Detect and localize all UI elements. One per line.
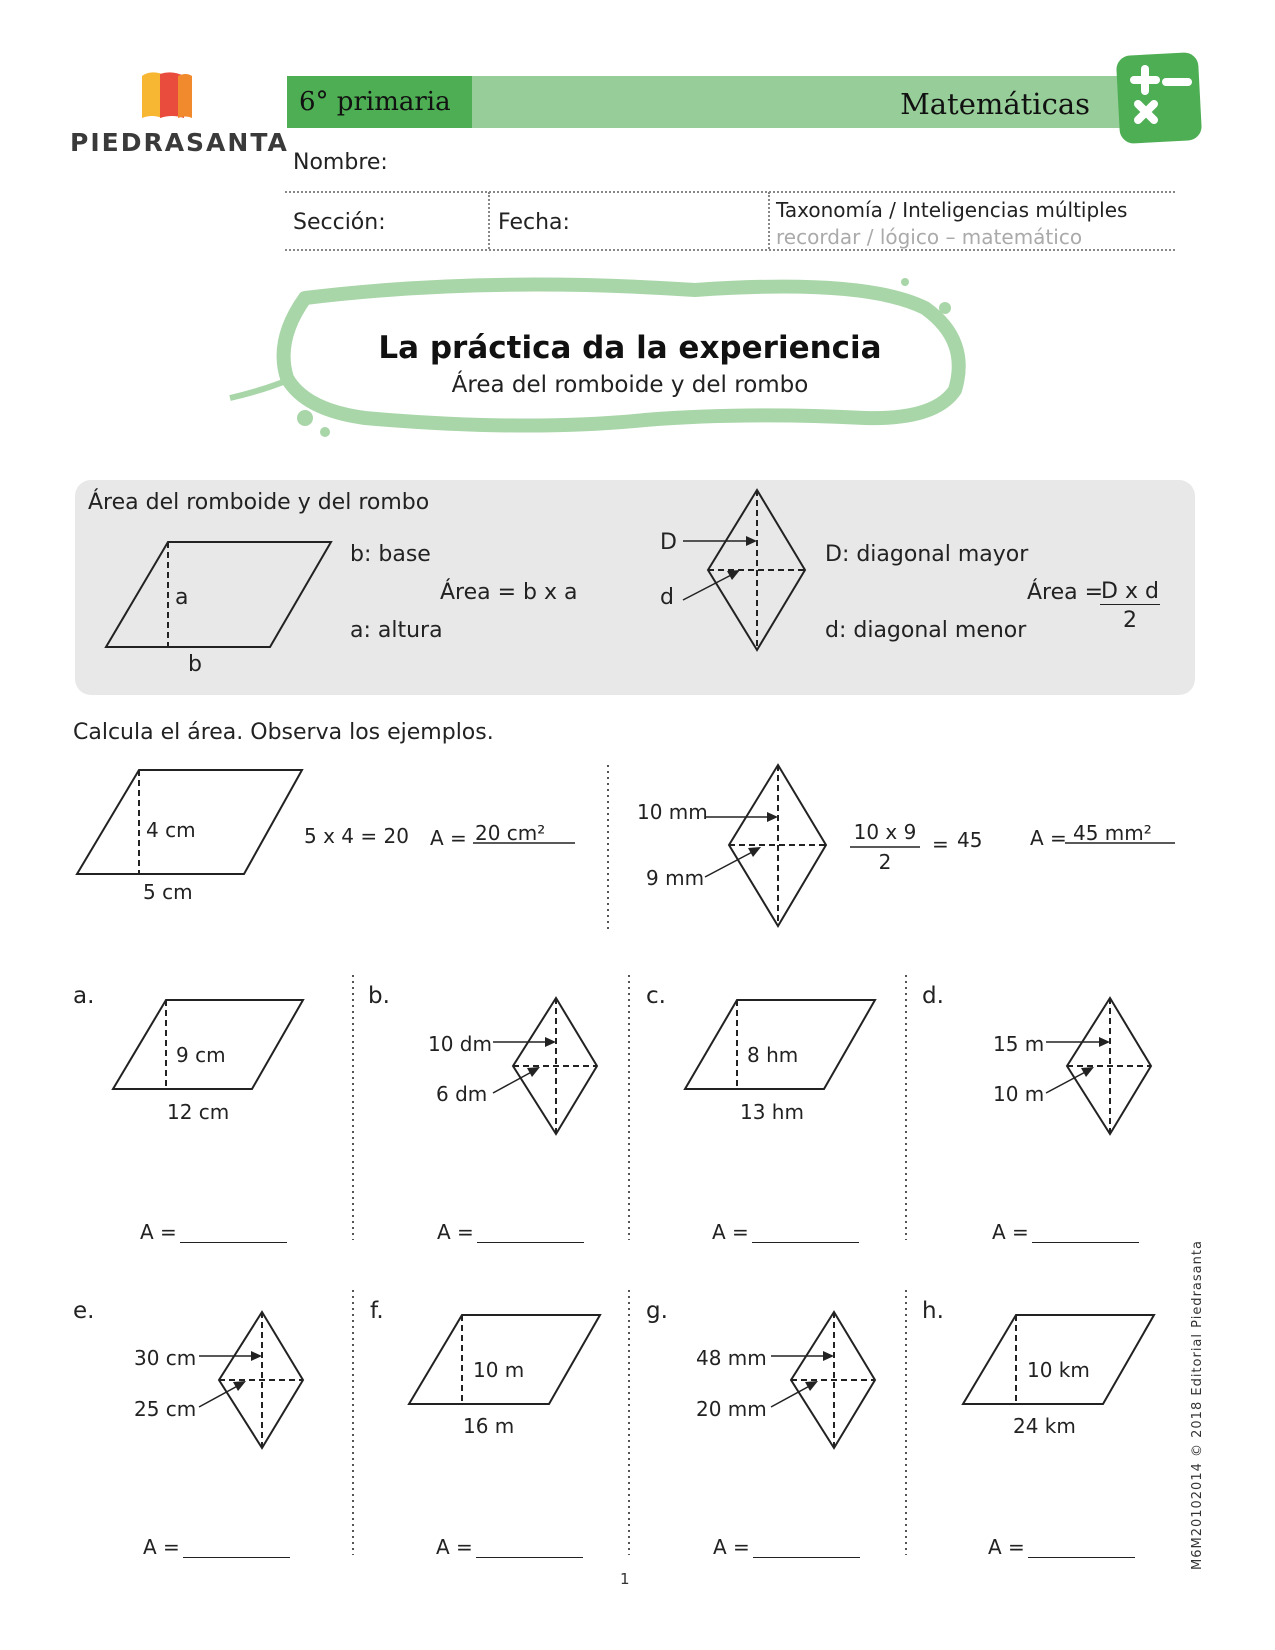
romboide-base-letter: b <box>188 652 202 677</box>
page-title: La práctica da la experiencia <box>378 330 882 366</box>
example-rombo-answer-label: A = <box>1030 826 1067 850</box>
exercise-a-base: 12 cm <box>167 1100 230 1124</box>
exercise-f-letter: f. <box>370 1298 384 1324</box>
exercise-c-letter: c. <box>646 983 666 1009</box>
exercise-d-big-diagonal: 15 m <box>993 1032 1045 1056</box>
example-rombo-small-diagonal: 9 mm <box>646 866 705 890</box>
brand-name: PIEDRASANTA <box>70 128 289 157</box>
exercise-d-answer-field[interactable] <box>1032 1242 1139 1243</box>
base-definition: b: base <box>350 542 431 567</box>
exercise-e-answer-field[interactable] <box>183 1557 290 1558</box>
exercise-f-answer-label: A = <box>436 1535 473 1559</box>
page-subtitle: Área del romboide y del rombo <box>451 372 809 398</box>
exercise-g-letter: g. <box>646 1298 668 1324</box>
exercise-e-big-diagonal: 30 cm <box>134 1346 197 1370</box>
exercise-d-answer-label: A = <box>992 1220 1029 1244</box>
instruction-text: Calcula el área. Observa los ejemplos. <box>73 720 494 745</box>
rombo-formula-denominator: 2 <box>1123 608 1137 633</box>
rombo-formula-prefix: Área = <box>1027 580 1104 605</box>
exercise-c-answer-field[interactable] <box>752 1242 859 1243</box>
exercise-b-small-diagonal: 6 dm <box>436 1082 488 1106</box>
small-diagonal-definition: d: diagonal menor <box>825 618 1027 643</box>
exercise-b-answer-label: A = <box>437 1220 474 1244</box>
example-romboide-answer: 20 cm² <box>475 821 546 845</box>
exercise-c-height: 8 hm <box>747 1043 799 1067</box>
example-rombo-big-diagonal: 10 mm <box>637 800 708 824</box>
exercise-e-answer-label: A = <box>143 1535 180 1559</box>
example-rombo-result: 45 <box>957 828 983 852</box>
exercise-f-answer-field[interactable] <box>476 1557 583 1558</box>
theory-heading: Área del romboide y del rombo <box>88 490 430 515</box>
exercise-a-height: 9 cm <box>176 1043 226 1067</box>
romboide-formula: Área = b x a <box>440 580 578 605</box>
rombo-formula-numerator: D x d <box>1101 579 1159 604</box>
copyright-side-text: M6M20102014 © 2018 Editorial Piedrasanta <box>1190 1240 1205 1570</box>
exercise-g-answer-label: A = <box>713 1535 750 1559</box>
example-romboide-calc: 5 x 4 = 20 <box>304 824 409 848</box>
exercise-a-answer-label: A = <box>140 1220 177 1244</box>
exercise-g-answer-field[interactable] <box>753 1557 860 1558</box>
taxonomy-subtitle: recordar / lógico – matemático <box>776 225 1083 249</box>
date-label: Fecha: <box>498 210 570 235</box>
big-diagonal-definition: D: diagonal mayor <box>825 542 1029 567</box>
exercise-d-letter: d. <box>922 983 944 1009</box>
name-label: Nombre: <box>293 150 388 175</box>
exercise-h-letter: h. <box>922 1298 944 1324</box>
exercise-b-letter: b. <box>368 983 390 1009</box>
example-rombo-equals: = <box>932 832 949 856</box>
example-rombo-answer: 45 mm² <box>1073 821 1152 845</box>
romboide-height-letter: a <box>175 585 189 610</box>
exercise-f-height: 10 m <box>473 1358 525 1382</box>
exercise-c-answer-label: A = <box>712 1220 749 1244</box>
example-romboide-height: 4 cm <box>146 818 196 842</box>
exercise-b-answer-field[interactable] <box>477 1242 584 1243</box>
exercise-e-small-diagonal: 25 cm <box>134 1397 197 1421</box>
exercise-g-big-diagonal: 48 mm <box>696 1346 767 1370</box>
exercise-h-base: 24 km <box>1013 1414 1076 1438</box>
exercise-a-answer-field[interactable] <box>180 1242 287 1243</box>
height-definition: a: altura <box>350 618 443 643</box>
exercise-h-height: 10 km <box>1027 1358 1090 1382</box>
exercise-b-big-diagonal: 10 dm <box>428 1032 492 1056</box>
example-romboide-answer-label: A = <box>430 826 467 850</box>
rombo-small-diagonal-letter: d <box>660 585 674 610</box>
page-number: 1 <box>620 1570 630 1588</box>
example-romboide-base: 5 cm <box>143 880 193 904</box>
exercise-g-small-diagonal: 20 mm <box>696 1397 767 1421</box>
exercise-h-answer-label: A = <box>988 1535 1025 1559</box>
exercise-a-letter: a. <box>73 983 95 1009</box>
exercise-d-small-diagonal: 10 m <box>993 1082 1045 1106</box>
exercise-e-letter: e. <box>73 1298 95 1324</box>
example-rombo-numerator: 10 x 9 <box>853 820 917 844</box>
exercise-c-base: 13 hm <box>740 1100 804 1124</box>
example-rombo-denominator: 2 <box>878 850 892 874</box>
rombo-big-diagonal-letter: D <box>660 530 677 555</box>
exercise-h-answer-field[interactable] <box>1028 1557 1135 1558</box>
taxonomy-title: Taxonomía / Inteligencias múltiples <box>776 198 1128 222</box>
exercise-f-base: 16 m <box>463 1414 515 1438</box>
section-label: Sección: <box>293 210 386 235</box>
subject-label: Matemáticas <box>900 87 1090 121</box>
grade-label: 6° primaria <box>287 76 472 128</box>
